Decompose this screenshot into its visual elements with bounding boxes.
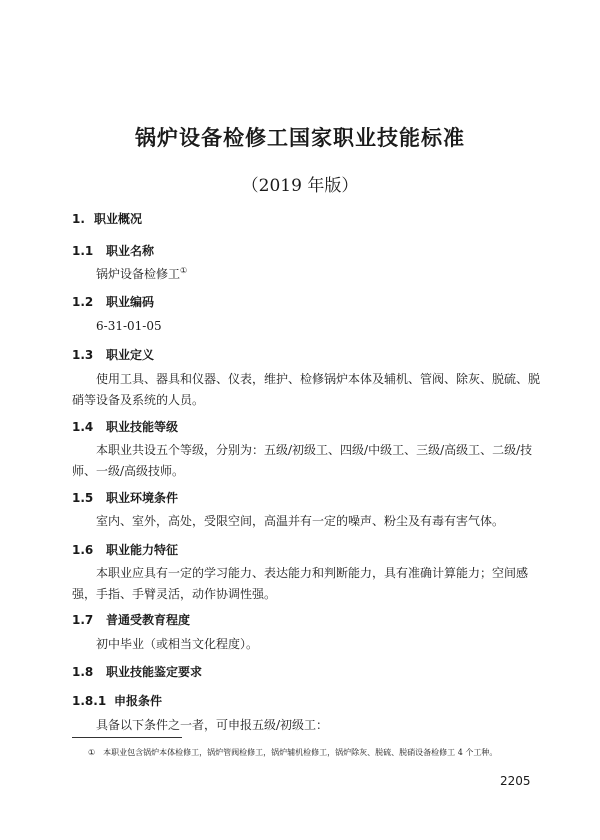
document-subtitle: （2019 年版） xyxy=(241,176,359,196)
section-body-1-1 xyxy=(72,264,542,285)
section-number: 1.5 xyxy=(72,491,94,505)
section-title: 职业能力特征 xyxy=(106,543,179,557)
section-body-1-6: 本职业应具有一定的学习能力、表达能力和判断能力，具有准确计算能力；空间感强，手指、手臂灵活，动作协调性强。 xyxy=(72,566,529,601)
section-body-1-7: 初中毕业（或相当文化程度）。 xyxy=(96,637,259,651)
section-title: 职业技能鉴定要求 xyxy=(106,665,203,679)
section-number: 1.7 xyxy=(72,613,94,627)
section-title: 职业技能等级 xyxy=(106,420,179,434)
section-body-1-3: 使用工具、器具和仪器、仪表，维护、检修锅炉本体及辅机、管阀、除灰、脱硫、脱硝等设备及系统的人员。 xyxy=(72,372,541,407)
section-number: 1.8 xyxy=(72,665,94,679)
section-title: 职业编码 xyxy=(106,295,155,309)
section-number: 1.8.1 xyxy=(72,694,107,708)
page-number: 2205 xyxy=(500,774,531,788)
occupation-name: 锅炉设备检修工 xyxy=(96,267,181,281)
section-title: 职业环境条件 xyxy=(106,491,179,505)
footnote-mark: ① xyxy=(88,748,96,757)
footnote-divider xyxy=(72,737,182,738)
section-body-1-5: 室内、室外，高处，受限空间，高温并有一定的噪声、粉尘及有毒有害气体。 xyxy=(96,514,505,528)
footnote-text: 本职业包含锅炉本体检修工，锅炉管阀检修工，锅炉辅机检修工，锅炉除灰、脱硫、脱硝设备检修工 4 个工种。 xyxy=(103,748,498,757)
section-heading-1-4 xyxy=(72,418,178,435)
section-number: 1.4 xyxy=(72,420,94,434)
section-heading-1-5 xyxy=(72,489,178,506)
section-heading-1-2 xyxy=(72,293,154,310)
section-title: 职业概况 xyxy=(94,212,143,226)
section-heading-1-8-1 xyxy=(72,692,162,709)
document-title: 锅炉设备检修工国家职业技能标准 xyxy=(135,125,465,150)
footnote xyxy=(88,747,497,758)
section-title: 职业定义 xyxy=(106,348,155,362)
section-title: 职业名称 xyxy=(106,244,155,258)
section-heading-1-3 xyxy=(72,346,154,363)
section-number: 1.6 xyxy=(72,543,94,557)
section-body-1-8-1: 具备以下条件之一者，可申报五级/初级工： xyxy=(96,718,329,732)
section-heading-1-7 xyxy=(72,611,190,628)
section-number: 1.1 xyxy=(72,244,94,258)
section-body-1-2: 6-31-01-05 xyxy=(96,319,162,333)
section-title: 申报条件 xyxy=(114,694,163,708)
section-number: 1.2 xyxy=(72,295,94,309)
section-body-1-4: 本职业共设五个等级，分别为：五级/初级工、四级/中级工、三级/高级工、二级/技师、一级/高级技师。 xyxy=(72,443,533,478)
section-heading-1-8 xyxy=(72,663,202,680)
footnote-reference: ① xyxy=(180,266,188,275)
section-heading-1-6 xyxy=(72,541,178,558)
section-title: 普通受教育程度 xyxy=(106,613,191,627)
section-number: 1. xyxy=(72,212,85,226)
section-heading-1 xyxy=(72,210,142,227)
section-number: 1.3 xyxy=(72,348,94,362)
section-heading-1-1 xyxy=(72,242,154,259)
